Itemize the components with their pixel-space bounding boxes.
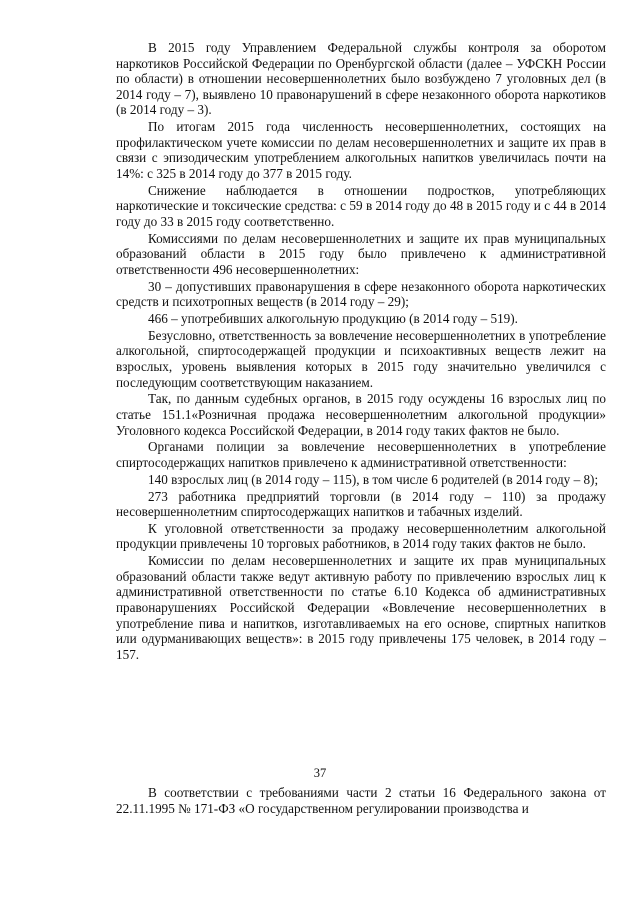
- paragraph-adult-responsibility: Безусловно, ответственность за вовлечение несовершеннолетних в употребление алкогольной, спиртосодержащей продукции и психоактивных веществ лежит на взрослых, уровень выявления которых в 2015 году значительно увеличился с последующим соответствующим наказанием.: [116, 327, 606, 390]
- paragraph-ufskn-cases: В 2015 году Управлением Федеральной службы контроля за оборотом наркотиков Российской Федерации по Оренбургской области (далее – УФСКН России по области) в отношении несовершеннолетних было возбуждено 7 уголовных дел (в 2014 году – 7), выявлено 10 правонарушений в сфере незаконного оборота наркотиков (в 2014 году – 3).: [116, 40, 606, 118]
- list-item-narcotics-offences: 30 – допустивших правонарушения в сфере незаконного оборота наркотических средств и психотропных веществ (в 2014 году – 29);: [116, 278, 606, 310]
- list-item-adults-parents: 140 взрослых лиц (в 2014 году – 115), в том числе 6 родителей (в 2014 году – 8);: [148, 471, 599, 487]
- paragraph-decrease-narcotics: Снижение наблюдается в отношении подростков, употребляющих наркотические и токсические средства: с 59 в 2014 году до 48 в 2015 году и с 44 в 2014 году до 33 в 2015 году соответственно.: [116, 182, 606, 229]
- paragraph-commission-liability: Комиссиями по делам несовершеннолетних и защите их прав муниципальных образований области в 2015 году было привлечено к административной ответственности 496 несовершеннолетних:: [116, 230, 606, 277]
- list-item-trade-workers: 273 работника предприятий торговли (в 2014 году – 110) за продажу несовершеннолетним спиртосодержащих напитков и табачных изделий.: [116, 488, 606, 520]
- paragraph-federal-law-171: В соответствии с требованиями части 2 статьи 16 Федерального закона от 22.11.1995 № 171-ФЗ «О государственном регулировании производства и: [116, 785, 606, 816]
- page-number: 37: [313, 766, 327, 780]
- tail-text: [116, 785, 606, 817]
- paragraph-court-data: Так, по данным судебных органов, в 2015 году осуждены 16 взрослых лиц по статье 151.1«Розничная продажа несовершеннолетним алкогольной продукции» Уголовного кодекса Российской Федерации, в 2014 году таких фактов не было.: [116, 391, 606, 438]
- body-text: [116, 40, 606, 664]
- paragraph-police-liability: Органами полиции за вовлечение несовершеннолетних в употребление спиртосодержащих напитков привлечено к административной ответственности:: [116, 439, 606, 470]
- paragraph-criminal-liability-sellers: К уголовной ответственности за продажу несовершеннолетним алкогольной продукции привлечены 10 торговых работников, в 2014 году таких фактов не было.: [116, 520, 606, 552]
- paragraph-registered-minors: По итогам 2015 года численность несовершеннолетних, состоящих на профилактическом учете комиссии по делам несовершеннолетних и защите их прав в связи с эпизодическим употреблением алкогольных напитков увеличилась почти на 14%: с 325 в 2014 году до 377 в 2015 году.: [116, 119, 606, 181]
- list-item-alcohol-consumers: 466 – употребивших алкогольную продукцию (в 2014 году – 519).: [148, 311, 518, 327]
- paragraph-article-6-10: Комиссии по делам несовершеннолетних и защите их прав муниципальных образований области также ведут активную работу по привлечению взрослых лиц к административной ответственности по статье 6.10 Кодекса об административных правонарушениях Российской Федерации «Вовлечение несовершеннолетних в употребление пива и напитков, изготавливаемых на его основе, спиртных напитков или одурманивающих веществ»: в 2015 году привлечены 175 человек, в 2014 году – 157.: [116, 553, 606, 662]
